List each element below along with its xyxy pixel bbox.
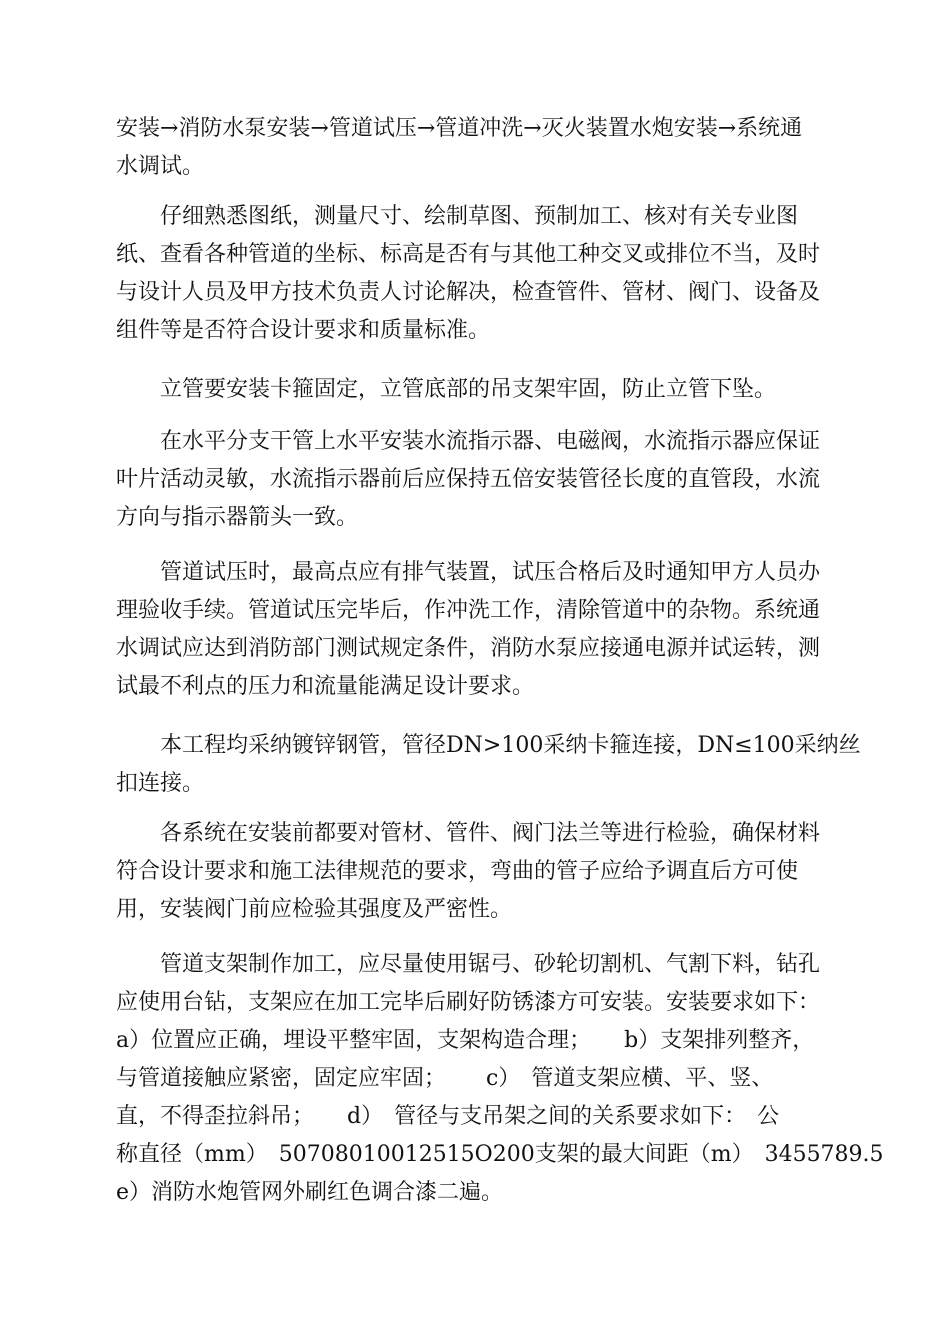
text-line: 称直径（mm） 50708010012515O200支架的最大间距（m） 3455789.5	[116, 1142, 884, 1167]
text-line: 各系统在安装前都要对管材、管件、阀门法兰等进行检验，确保材料	[160, 821, 821, 846]
text-line: 符合设计要求和施工法律规范的要求，弯曲的管子应给予调直后方可使	[116, 859, 799, 884]
text-line: 组件等是否符合设计要求和质量标准。	[116, 318, 491, 343]
text-line: 管道试压时，最高点应有排气装置，试压合格后及时通知甲方人员办	[160, 560, 821, 585]
text-line: 安装→消防水泵安装→管道试压→管道冲洗→灭火装置水炮安装→系统通	[116, 116, 803, 141]
text-line: 在水平分支干管上水平安装水流指示器、电磁阀，水流指示器应保证	[160, 429, 821, 454]
paragraph-3	[116, 371, 836, 409]
text-line: 管道支架制作加工，应尽量使用锯弓、砂轮切割机、气割下料，钻孔	[160, 952, 821, 977]
text-line: 水调试应达到消防部门测试规定条件，消防水泵应接通电源并试运转，测	[116, 636, 821, 661]
text-line: 理验收手续。管道试压完毕后，作冲洗工作，清除管道中的杂物。系统通	[116, 598, 821, 623]
text-line: a）位置应正确，埋设平整牢固，支架构造合理； b）支架排列整齐，	[116, 1028, 815, 1053]
paragraph-5	[116, 554, 836, 706]
text-line: 叶片活动灵敏，水流指示器前后应保持五倍安装管径长度的直管段，水流	[116, 467, 821, 492]
text-line: 用，安装阀门前应检验其强度及严密性。	[116, 897, 513, 922]
text-line: 与设计人员及甲方技术负责人讨论解决，检查管件、管材、阀门、设备及	[116, 280, 821, 305]
text-line: 纸、查看各种管道的坐标、标高是否有与其他工种交叉或排位不当，及时	[116, 242, 821, 267]
text-line: 水调试。	[116, 154, 205, 179]
paragraph-8	[116, 946, 884, 1212]
text-line: 试最不利点的压力和流量能满足设计要求。	[116, 674, 535, 699]
text-line: 直，不得歪拉斜吊； d） 管径与支吊架之间的关系要求如下： 公	[116, 1104, 780, 1129]
text-line: 本工程均采纳镀锌钢管，管径DN>100采纳卡箍连接，DN≤100采纳丝	[160, 733, 861, 758]
paragraph-2	[116, 198, 836, 350]
paragraph-1	[116, 110, 836, 186]
paragraph-6	[116, 727, 861, 803]
paragraph-4	[116, 423, 836, 537]
text-line: 方向与指示器箭头一致。	[116, 505, 359, 530]
text-line: 仔细熟悉图纸，测量尺寸、绘制草图、预制加工、核对有关专业图	[160, 204, 799, 229]
paragraph-7	[116, 815, 836, 929]
text-line: 立管要安装卡箍固定，立管底部的吊支架牢固，防止立管下坠。	[160, 377, 777, 402]
text-line: 应使用台钻，支架应在加工完毕后刷好防锈漆方可安装。安装要求如下：	[116, 990, 821, 1015]
text-line: 与管道接触应紧密，固定应牢固； c） 管道支架应横、平、竖、	[116, 1066, 774, 1091]
text-line: 扣连接。	[116, 771, 205, 796]
text-line: e）消防水炮管网外刷红色调合漆二遍。	[116, 1180, 504, 1205]
